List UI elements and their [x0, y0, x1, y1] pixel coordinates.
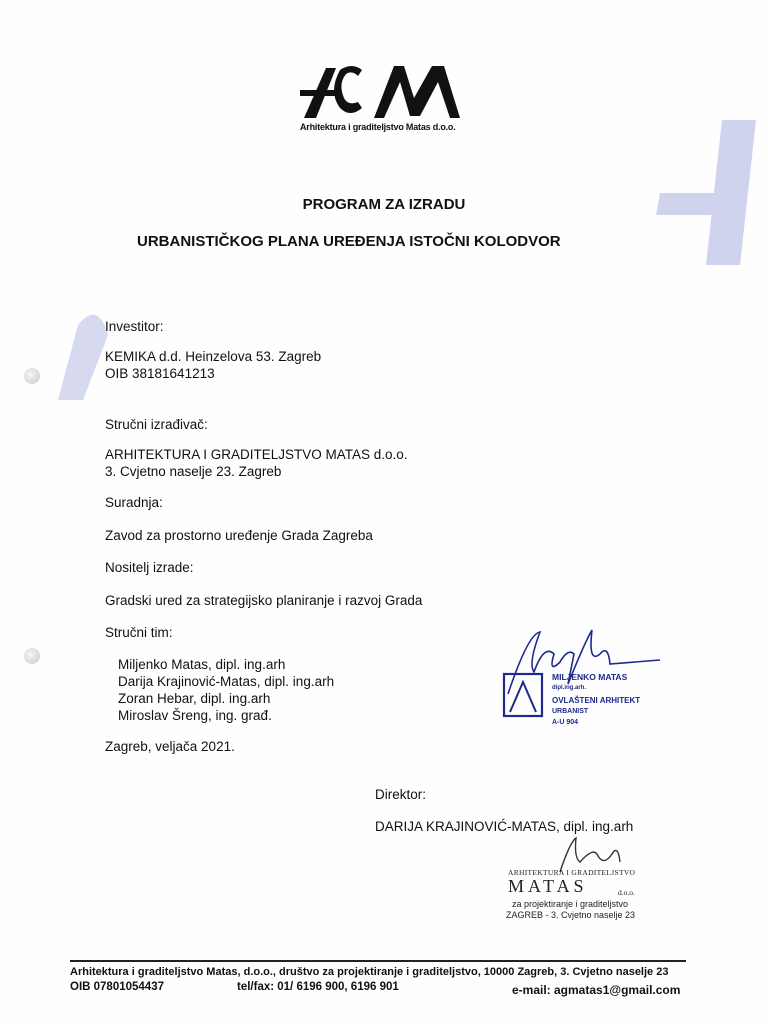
stamp-number: A-U 904 [552, 719, 579, 726]
footer-tel: tel/fax: 01/ 6196 900, 6196 901 [237, 981, 399, 993]
stamp-box [502, 672, 546, 720]
punch-hole [24, 368, 40, 384]
document-title: PROGRAM ZA IZRADU [302, 196, 466, 213]
tim-member: Darija Krajinović-Matas, dipl. ing.arh [118, 674, 335, 689]
tim-member: Zoran Hebar, dipl. ing.arh [118, 691, 271, 706]
company-stamp-top: ARHITEKTURA I GRADITELJSTVO [508, 868, 636, 877]
footer-oib: OIB 07801054437 [70, 981, 164, 993]
direktor-label: Direktor: [375, 787, 427, 802]
suradnja-label: Suradnja: [105, 495, 163, 510]
izradivac-address: 3. Cvjetno naselje 23. Zagreb [105, 464, 282, 479]
footer-email: e-mail: agmatas1@gmail.com [512, 983, 681, 997]
nositelj-value: Gradski ured za strategijsko planiranje i razvoj Grada [105, 593, 423, 608]
nositelj-label: Nositelj izrade: [105, 560, 194, 575]
direktor-name: DARIJA KRAJINOVIĆ-MATAS, dipl. ing.arh [375, 819, 634, 834]
stamp-title: dipl.ing.arh. [552, 685, 586, 691]
company-stamp-suffix: d.o.o. [618, 888, 635, 897]
suradnja-value: Zavod za prostorno uređenje Grada Zagreba [105, 528, 373, 543]
punch-hole [24, 648, 40, 664]
footer-company: Arhitektura i graditeljstvo Matas, d.o.o., društvo za projektiranje i graditeljstvo, 10000 Zagreb, 3. Cvjetno naselje 23 [70, 966, 669, 978]
document-date: Zagreb, veljača 2021. [105, 739, 235, 754]
company-stamp-line: za projektiranje i graditeljstvo [512, 899, 629, 909]
tim-member: Miljenko Matas, dipl. ing.arh [118, 657, 286, 672]
investitor-oib: OIB 38181641213 [105, 366, 215, 381]
stamp-name: MILJENKO MATAS [552, 672, 628, 682]
company-stamp-name: MATAS [508, 876, 588, 896]
izradivac-name: ARHITEKTURA I GRADITELJSTVO MATAS d.o.o. [105, 447, 408, 462]
logo-subtitle: Arhitektura i graditeljstvo Matas d.o.o. [300, 122, 456, 132]
stamp-role: URBANIST [552, 708, 589, 715]
tim-label: Stručni tim: [105, 625, 173, 640]
footer-divider [70, 960, 686, 962]
izradivac-label: Stručni izrađivač: [105, 417, 208, 432]
company-logo [300, 58, 470, 122]
stamp-role: OVLAŠTENI ARHITEKT [552, 696, 641, 705]
company-stamp-line: ZAGREB - 3. Cvjetno naselje 23 [506, 910, 636, 920]
watermark-right [630, 115, 760, 275]
document-subtitle: URBANISTIČKOG PLANA UREĐENJA ISTOČNI KOLODVOR [137, 233, 561, 250]
tim-member: Miroslav Šreng, ing. građ. [118, 708, 272, 723]
investitor-name: KEMIKA d.d. Heinzelova 53. Zagreb [105, 349, 322, 364]
investitor-label: Investitor: [105, 319, 164, 334]
